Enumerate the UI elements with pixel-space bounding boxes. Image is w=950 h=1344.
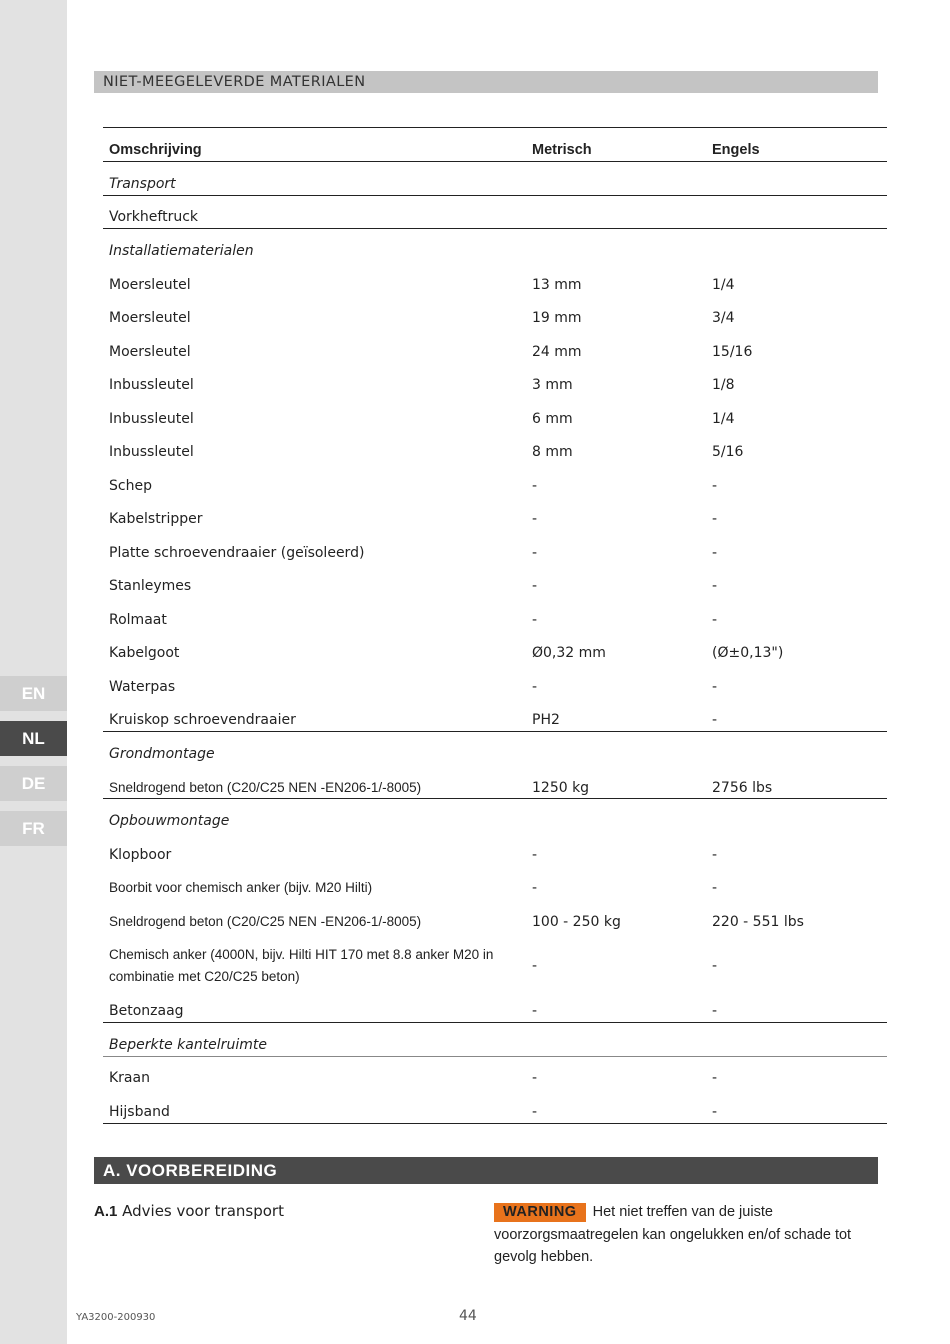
row-metric: - xyxy=(532,612,538,628)
row-metric: - xyxy=(532,478,538,494)
row-description: Betonzaag xyxy=(109,1003,184,1019)
row-metric: - xyxy=(532,1003,538,1019)
row-imperial: - xyxy=(712,1104,718,1120)
row-imperial: 2756 lbs xyxy=(712,780,773,796)
row-metric: 19 mm xyxy=(532,310,582,326)
subsection-heading xyxy=(94,1202,284,1220)
row-metric: - xyxy=(532,679,538,695)
category-label: Beperkte kantelruimte xyxy=(109,1037,267,1053)
table-rule xyxy=(103,731,887,732)
row-metric: 1250 kg xyxy=(532,780,590,796)
lang-tab-nl[interactable]: NL xyxy=(0,721,67,756)
table-rule xyxy=(103,195,887,196)
row-imperial: - xyxy=(712,478,718,494)
row-imperial: 5/16 xyxy=(712,444,744,460)
row-metric: PH2 xyxy=(532,712,560,728)
row-description: Sneldrogend beton (C20/C25 NEN -EN206-1/-8005) xyxy=(109,780,422,795)
section-a-title: A. VOORBEREIDING xyxy=(94,1157,878,1184)
row-imperial: - xyxy=(712,847,718,863)
row-description: Moersleutel xyxy=(109,310,191,326)
row-description: Schep xyxy=(109,478,152,494)
category-label: Grondmontage xyxy=(109,746,215,762)
row-description: Moersleutel xyxy=(109,277,191,293)
row-metric: 6 mm xyxy=(532,411,573,427)
row-imperial: (Ø±0,13") xyxy=(712,645,784,661)
category-label: Opbouwmontage xyxy=(109,813,230,829)
row-metric: 13 mm xyxy=(532,277,582,293)
header-imperial: Engels xyxy=(712,142,760,158)
table-rule xyxy=(103,228,887,229)
row-metric: - xyxy=(532,847,538,863)
table-rule-top xyxy=(103,127,887,128)
row-imperial: - xyxy=(712,511,718,527)
row-imperial: - xyxy=(712,545,718,561)
category-label: Installatiematerialen xyxy=(109,243,254,259)
table-rule xyxy=(103,1022,887,1023)
table-rule xyxy=(103,798,887,799)
row-imperial: 3/4 xyxy=(712,310,735,326)
subsection-title: Advies voor transport xyxy=(122,1202,284,1220)
row-description: Waterpas xyxy=(109,679,176,695)
table-rule xyxy=(103,1056,887,1057)
table-rule-header xyxy=(103,161,887,162)
row-description: Chemisch anker (4000N, bijv. Hilti HIT 170 met 8.8 anker M20 in combinatie met C20/C25 beton) xyxy=(109,947,494,984)
row-metric: Ø0,32 mm xyxy=(532,645,606,661)
row-imperial: - xyxy=(712,1003,718,1019)
row-description: Klopboor xyxy=(109,847,172,863)
row-description: Kabelstripper xyxy=(109,511,203,527)
sidebar-strip xyxy=(0,0,67,1344)
row-description: Stanleymes xyxy=(109,578,192,594)
page-number: 44 xyxy=(459,1308,477,1324)
header-metric: Metrisch xyxy=(532,142,592,158)
category-label: Transport xyxy=(109,176,176,192)
row-imperial: - xyxy=(712,612,718,628)
row-metric: - xyxy=(532,880,538,896)
row-imperial: 220 - 551 lbs xyxy=(712,914,804,930)
document-code: YA3200-200930 xyxy=(76,1312,156,1323)
row-description: Moersleutel xyxy=(109,344,191,360)
row-imperial: 1/8 xyxy=(712,377,735,393)
row-imperial: - xyxy=(712,1070,718,1086)
row-description: Sneldrogend beton (C20/C25 NEN -EN206-1/-8005) xyxy=(109,914,422,929)
row-imperial: - xyxy=(712,679,718,695)
row-metric: - xyxy=(532,545,538,561)
row-description: Platte schroevendraaier (geïsoleerd) xyxy=(109,545,365,561)
row-metric: - xyxy=(532,1104,538,1120)
row-imperial: 1/4 xyxy=(712,277,735,293)
row-description: Kabelgoot xyxy=(109,645,180,661)
row-imperial: - xyxy=(712,958,718,974)
row-description: Kruiskop schroevendraaier xyxy=(109,712,296,728)
row-description: Kraan xyxy=(109,1070,150,1086)
row-description: Vorkheftruck xyxy=(109,209,199,225)
warning-badge: WARNING xyxy=(494,1203,586,1222)
row-imperial: 15/16 xyxy=(712,344,753,360)
warning-text: Het niet treffen van de juiste voorzorgsmaatregelen kan ongelukken en/of schade tot gevolg hebben. xyxy=(494,1204,852,1265)
row-imperial: 1/4 xyxy=(712,411,735,427)
row-description: Inbussleutel xyxy=(109,444,194,460)
row-metric: - xyxy=(532,1070,538,1086)
table-rule-bottom xyxy=(103,1123,887,1124)
row-description: Rolmaat xyxy=(109,612,167,628)
subsection-number: A.1 xyxy=(94,1203,118,1220)
row-metric: 8 mm xyxy=(532,444,573,460)
lang-tab-de[interactable]: DE xyxy=(0,766,67,801)
section-title: NIET-MEEGELEVERDE MATERIALEN xyxy=(94,71,878,93)
row-metric: - xyxy=(532,578,538,594)
row-metric: - xyxy=(532,511,538,527)
row-metric: - xyxy=(532,958,538,974)
row-description: Inbussleutel xyxy=(109,411,194,427)
lang-tab-en[interactable]: EN xyxy=(0,676,67,711)
row-imperial: - xyxy=(712,880,718,896)
row-description: Hijsband xyxy=(109,1104,170,1120)
row-imperial: - xyxy=(712,712,718,728)
row-metric: 3 mm xyxy=(532,377,573,393)
row-description: Inbussleutel xyxy=(109,377,194,393)
row-metric: 100 - 250 kg xyxy=(532,914,621,930)
header-description: Omschrijving xyxy=(109,142,202,158)
warning-notice xyxy=(494,1201,874,1269)
row-imperial: - xyxy=(712,578,718,594)
row-description: Boorbit voor chemisch anker (bijv. M20 Hilti) xyxy=(109,880,373,895)
row-metric: 24 mm xyxy=(532,344,582,360)
lang-tab-fr[interactable]: FR xyxy=(0,811,67,846)
